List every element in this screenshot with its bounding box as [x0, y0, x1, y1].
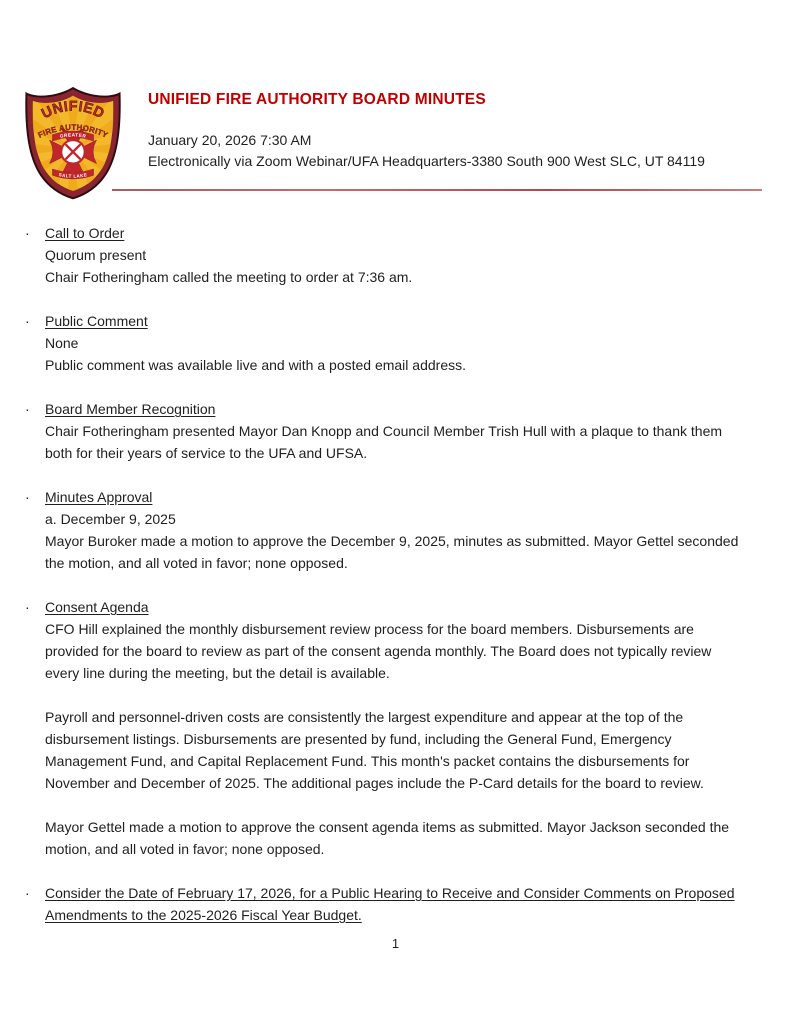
section-heading: Minutes Approval: [45, 489, 153, 505]
ufa-badge-logo: [24, 86, 122, 200]
section-content: [45, 882, 739, 926]
section-content: [45, 486, 739, 574]
section-content: [45, 398, 739, 464]
minutes-sections: [25, 222, 739, 948]
section-heading: Public Comment: [45, 313, 148, 329]
section-heading: Board Member Recognition: [45, 401, 216, 417]
logo-text-unified: UNIFIED: [39, 98, 107, 123]
page-number: 1: [391, 936, 400, 951]
document-header: [148, 91, 773, 171]
page-footer: [0, 936, 791, 951]
section-heading: Consent Agenda: [45, 599, 149, 615]
section-paragraph: None: [45, 335, 79, 351]
bullet-marker: ·: [25, 489, 30, 505]
minutes-section: [25, 486, 739, 574]
section-paragraph: CFO Hill explained the monthly disbursement review process for the board members. Disbursements are provided for the board to review as part of the consent agenda monthly. The Board does not typically review every line during the meeting, but the detail is available.: [45, 621, 712, 681]
section-paragraph: Chair Fotheringham presented Mayor Dan Knopp and Council Member Trish Hull with a plaque to thank them both for their years of service to the UFA and UFSA.: [45, 423, 723, 461]
minutes-section: [25, 882, 739, 926]
minutes-section: [25, 222, 739, 288]
section-heading: Call to Order: [45, 225, 125, 241]
bullet-marker: ·: [25, 599, 30, 615]
section-content: [45, 596, 739, 860]
section-content: [45, 222, 739, 288]
section-paragraph: Payroll and personnel-driven costs are consistently the largest expenditure and appear at the top of the disbursement listings. Disbursements are presented by fund, including the General Fund, Emergency Management Fund, and Capital Replacement Fund. This month's packet contains the disbursements for November and December of 2025. The additional pages include the P-Card details for the board to review.: [45, 709, 704, 791]
section-paragraph: Chair Fotheringham called the meeting to order at 7:36 am.: [45, 269, 413, 285]
bullet-marker: ·: [25, 401, 30, 417]
meeting-datetime: January 20, 2026 7:30 AM: [148, 132, 312, 148]
section-heading: Consider the Date of February 17, 2026, for a Public Hearing to Receive and Consider Comments on Proposed Amendments to the 2025-2026 Fiscal Year Budget.: [45, 885, 735, 923]
section-paragraph: Public comment was available live and with a posted email address.: [45, 357, 466, 373]
meeting-location: Electronically via Zoom Webinar/UFA Headquarters-3380 South 900 West SLC, UT 84119: [148, 152, 705, 169]
logo-text-salt-lake: SALT LAKE: [58, 172, 88, 179]
bullet-marker: ·: [25, 885, 30, 901]
bullet-marker: ·: [25, 225, 30, 241]
document-title: UNIFIED FIRE AUTHORITY BOARD MINUTES: [148, 91, 486, 108]
section-paragraph: a. December 9, 2025: [45, 511, 176, 527]
section-paragraph: Quorum present: [45, 247, 147, 263]
bullet-marker: ·: [25, 313, 30, 329]
header-divider: [112, 189, 762, 191]
section-paragraph: Mayor Buroker made a motion to approve the December 9, 2025, minutes as submitted. Mayor Gettel seconded the motion, and all voted in favor; none opposed.: [45, 533, 739, 571]
section-content: [45, 310, 739, 376]
section-paragraph: Mayor Gettel made a motion to approve the consent agenda items as submitted. Mayor Jackson seconded the motion, and all voted in favor; none opposed.: [45, 819, 730, 857]
minutes-section: [25, 596, 739, 860]
logo-text-fire-authority: FIRE AUTHORITY: [36, 122, 110, 140]
logo-text-greater: GREATER: [59, 132, 87, 139]
minutes-section: [25, 310, 739, 376]
minutes-section: [25, 398, 739, 464]
